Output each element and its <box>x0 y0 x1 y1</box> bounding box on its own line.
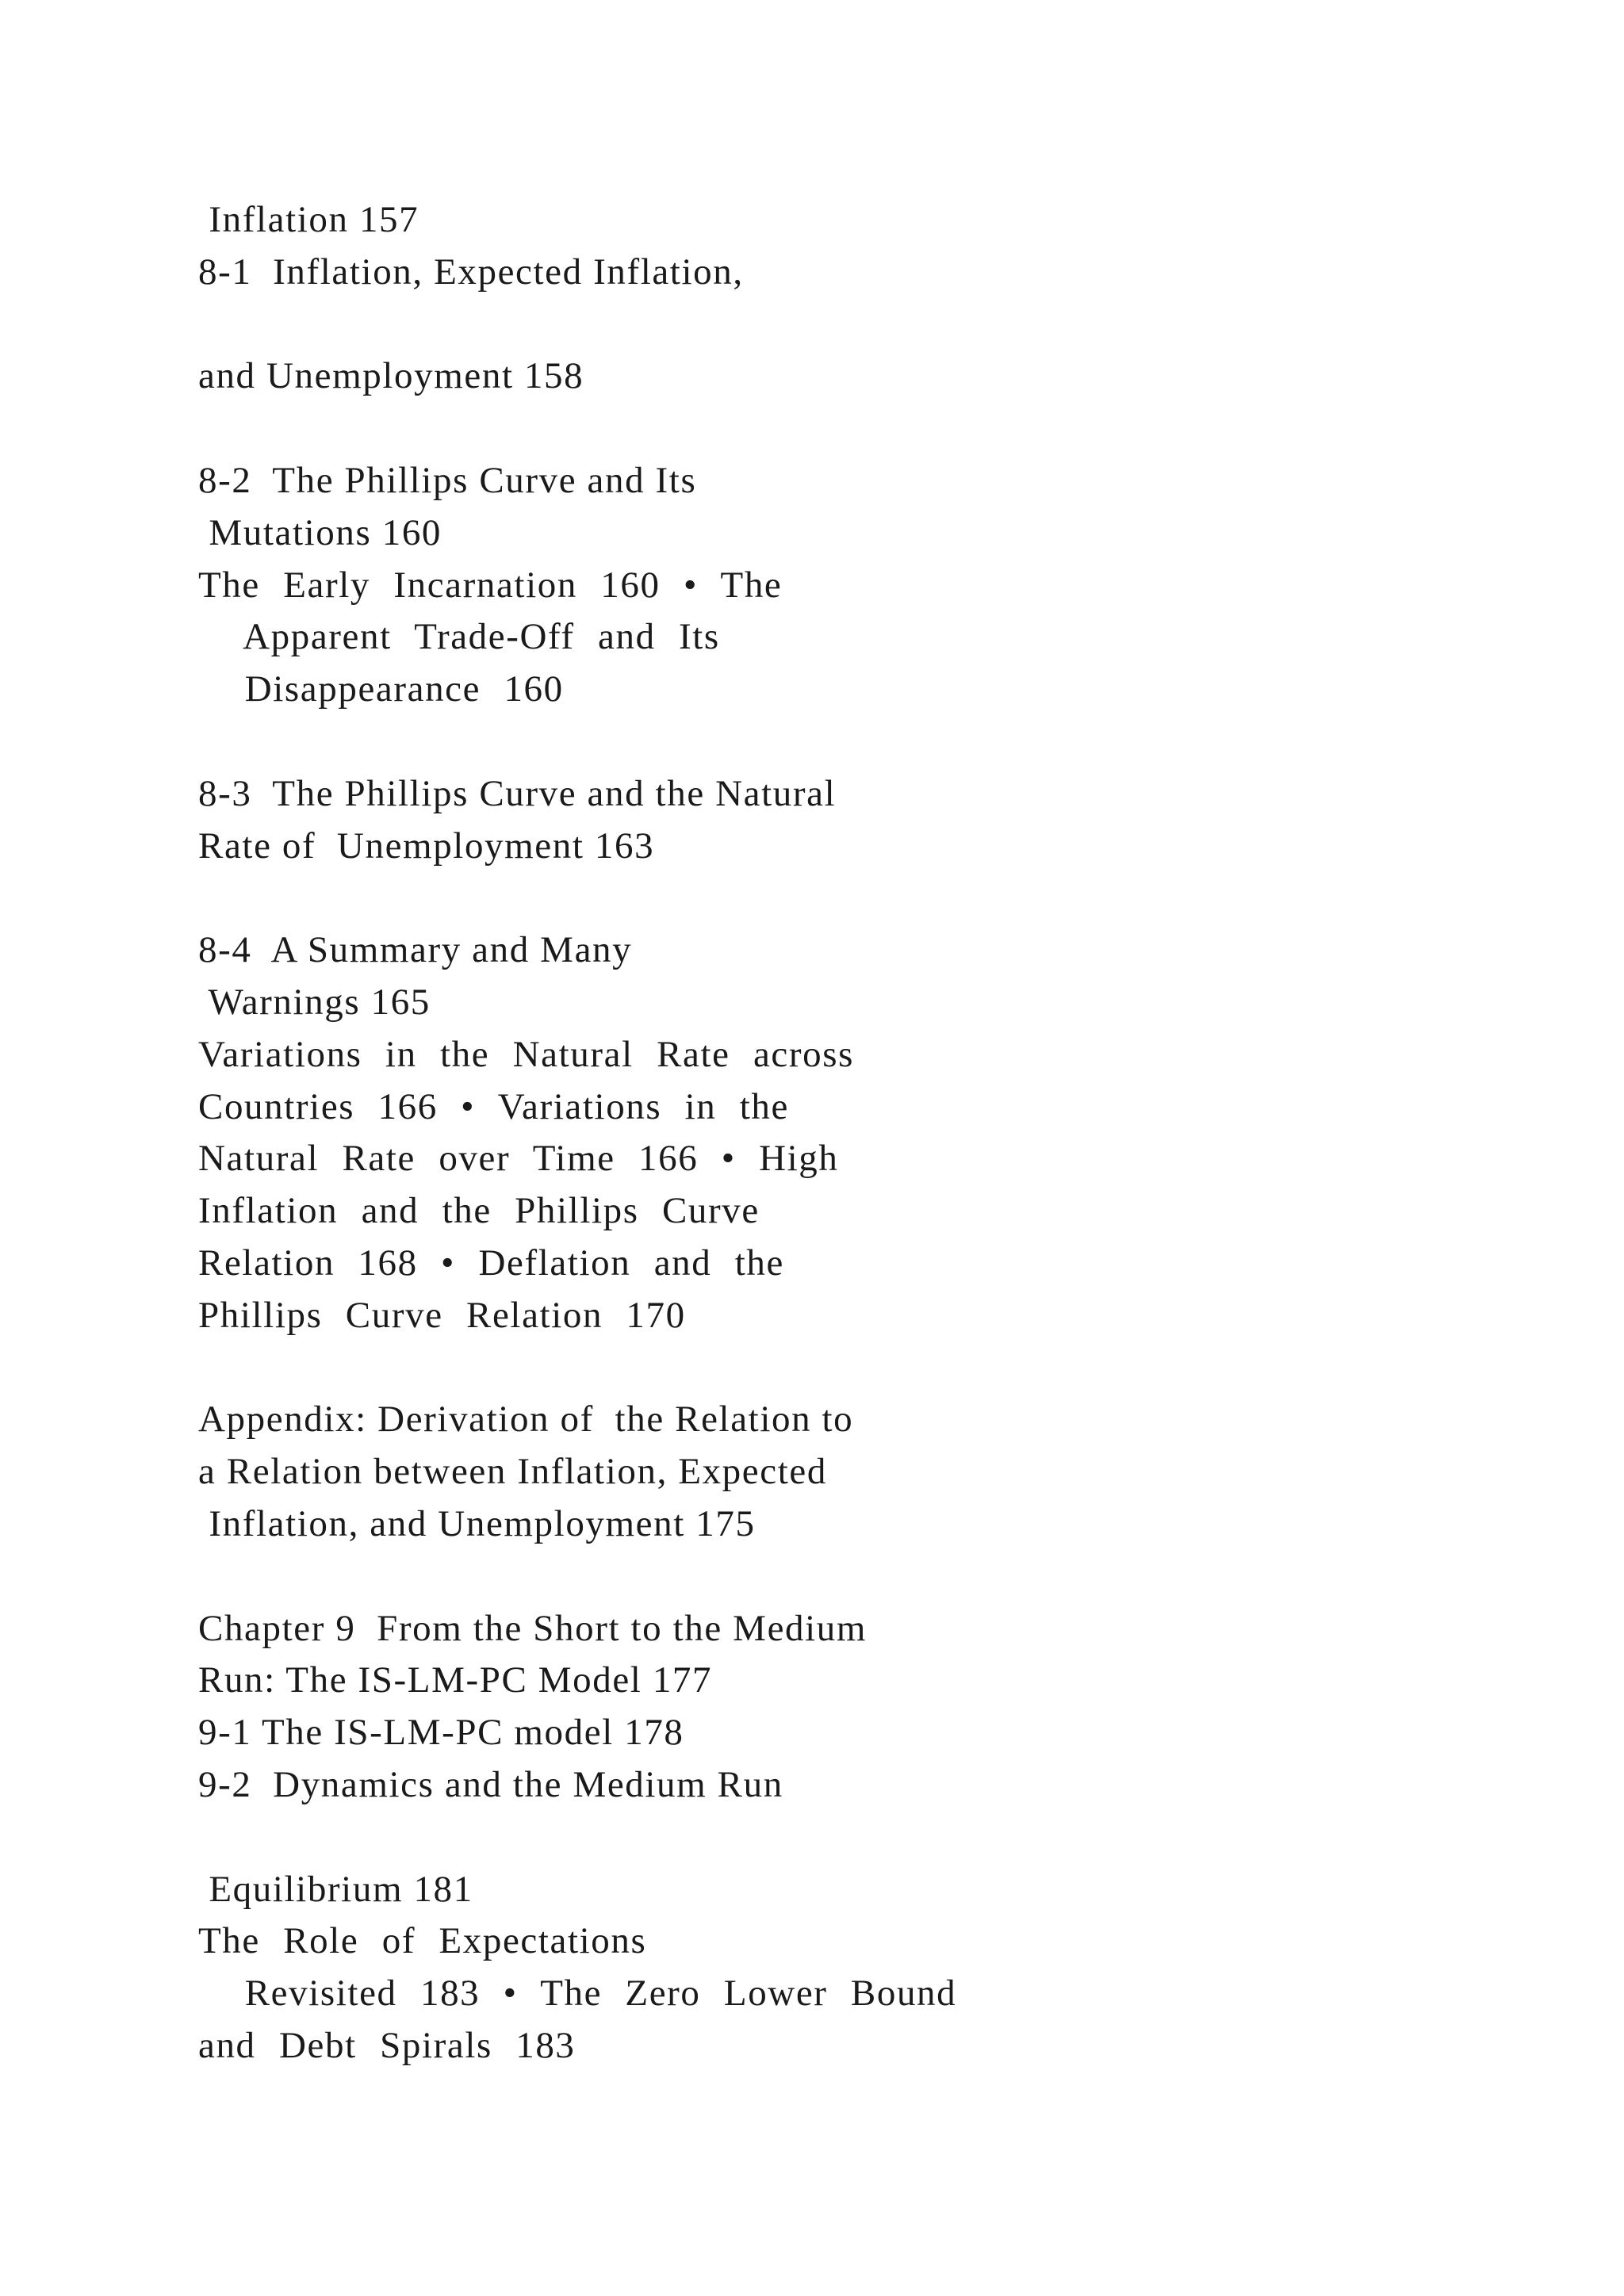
toc-line: 8-2 The Phillips Curve and Its <box>198 459 697 501</box>
toc-line: Inflation, and Unemployment 175 <box>198 1502 756 1544</box>
blank-line <box>198 299 1546 351</box>
toc-line: The Role of Expectations <box>198 1920 647 1962</box>
toc-line: and Debt Spirals 183 <box>198 2024 576 2066</box>
toc-line: Revisited 183 • The Zero Lower Bound <box>198 1973 957 2015</box>
toc-line: 8-4 A Summary and Many <box>198 929 633 971</box>
toc-line: The Early Incarnation 160 • The <box>198 564 783 606</box>
toc-line: a Relation between Inflation, Expected <box>198 1451 827 1493</box>
toc-line: Natural Rate over Time 166 • High <box>198 1138 839 1180</box>
toc-line: Relation 168 • Deflation and the <box>198 1242 784 1284</box>
toc-line: Variations in the Natural Rate across <box>198 1033 855 1075</box>
toc-line: Inflation 157 <box>198 199 419 240</box>
blank-line <box>198 872 1546 924</box>
toc-line: 8-1 Inflation, Expected Inflation, <box>198 251 744 293</box>
toc-line: Inflation and the Phillips Curve <box>198 1190 760 1232</box>
blank-line <box>198 1551 1546 1603</box>
toc-line: and Unemployment 158 <box>198 355 584 397</box>
toc-line: Rate of Unemployment 163 <box>198 825 655 867</box>
table-of-contents-text <box>198 194 1546 2072</box>
toc-line: 9-1 The IS-LM-PC model 178 <box>198 1712 684 1754</box>
toc-line: Disappearance 160 <box>198 668 564 710</box>
blank-line <box>198 403 1546 455</box>
toc-line: Countries 166 • Variations in the <box>198 1085 789 1127</box>
blank-line <box>198 1342 1546 1395</box>
toc-line: Mutations 160 <box>198 511 442 553</box>
toc-line: Equilibrium 181 <box>198 1868 473 1910</box>
toc-line: Appendix: Derivation of the Relation to <box>198 1399 854 1441</box>
toc-line: Run: The IS-LM-PC Model 177 <box>198 1659 713 1701</box>
toc-line: Phillips Curve Relation 170 <box>198 1294 686 1336</box>
toc-line: Apparent Trade-Off and Its <box>198 616 720 658</box>
toc-line: 8-3 The Phillips Curve and the Natural <box>198 772 837 814</box>
toc-line: Chapter 9 From the Short to the Medium <box>198 1607 868 1649</box>
toc-line: 9-2 Dynamics and the Medium Run <box>198 1763 783 1805</box>
toc-line: Warnings 165 <box>198 981 431 1023</box>
blank-line <box>198 716 1546 768</box>
blank-line <box>198 1812 1546 1864</box>
